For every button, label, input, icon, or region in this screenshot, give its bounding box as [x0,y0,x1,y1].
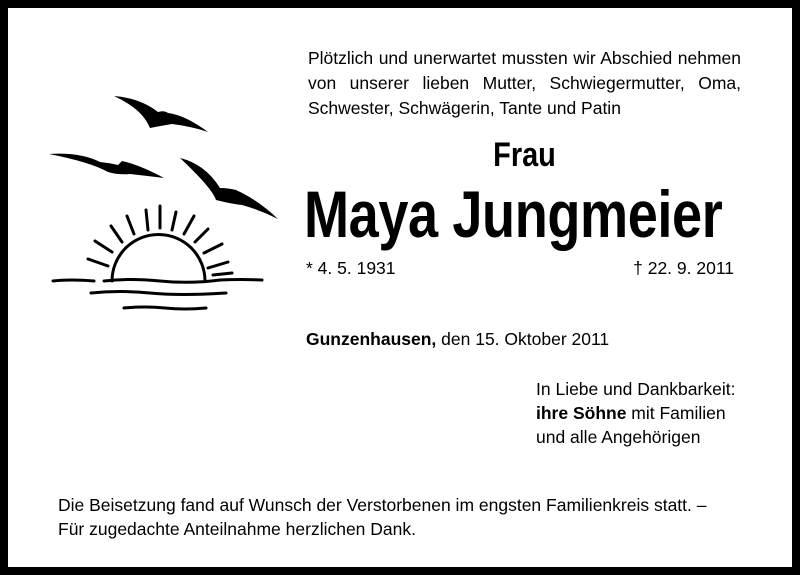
birth-date: * 4. 5. 1931 [306,258,396,278]
signature-line-3: und alle Angehörigen [536,427,701,447]
death-date: † 22. 9. 2011 [633,258,734,278]
signature-block [536,377,735,449]
closing-text [58,493,707,541]
place-date [306,329,609,350]
signature-bold: ihre Söhne [536,403,627,423]
salutation: Frau [493,136,556,174]
signature-line-1: In Liebe und Dankbarkeit: [536,379,736,399]
deceased-name: Maya Jungmeier [304,177,723,251]
date: den 15. Oktober 2011 [436,329,610,349]
signature-line-2 [536,401,735,425]
intro-text: Plötzlich und unerwartet mussten wir Abschied nehmen von unserer lieben Mutter, Schwiegermutter, Oma, Schwester, Schwägerin, Tante und Patin [308,48,741,118]
signature-rest: mit Familien [626,403,726,423]
closing-line-2: Für zugedachte Anteilnahme herzlichen Dank. [58,519,416,539]
place: Gunzenhausen, [306,329,437,349]
closing-line-1: Die Beisetzung fand auf Wunsch der Verstorbenen im engsten Familienkreis statt. – [58,495,707,515]
obituary-card [8,8,792,567]
